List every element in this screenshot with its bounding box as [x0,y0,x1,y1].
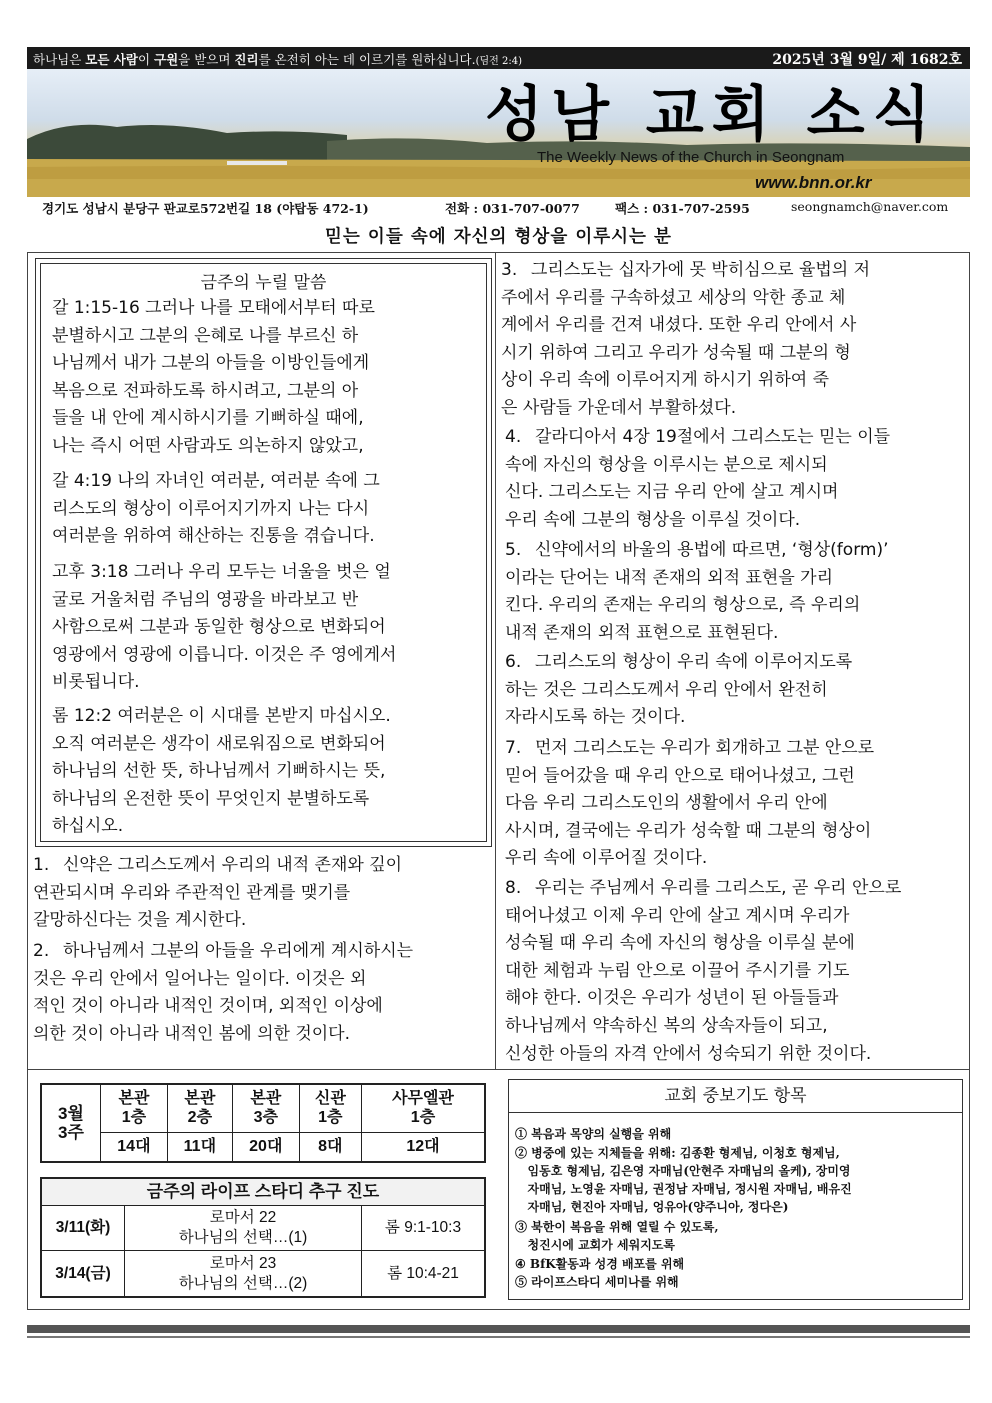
motto-text: 하나님은 모든 사람이 구원을 받으며 진리를 온전히 아는 데 이르기를 원하십니다.(딤전 2:4) [33,52,523,67]
fax: 팩스 : 031-707-2595 [615,201,750,216]
prayer-line: ⑤ 라이프스타디 세미나를 위해 [515,1275,679,1289]
study-date: 3/14(금) [41,1251,125,1297]
verse-item: 갈 4:19 나의 자녀인 여러분, 여러분 속에 그 리스도의 형상이 이루어지기까지 나는 다시 여러분을 위하여 해산하는 진통을 겪습니다. [52,471,380,547]
header-banner [27,69,970,197]
prayer-line: 임동호 형제님, 김은영 자매님(안현주 자매님의 올케), 장미영 [515,1164,851,1178]
phone: 전화 : 031-707-0077 [445,201,580,216]
footer-rule [27,1325,970,1333]
hall-name-cell: 본관 2층 [167,1084,232,1132]
hall-name-cell: 본관 3층 [232,1084,299,1132]
prayer-title: 교회 중보기도 항목 [508,1079,963,1113]
verse-item: 고후 3:18 그러나 우리 모두는 너울을 벗은 얼 굴로 거울처럼 주님의 영광을 바라보고 반 사함으로써 그분과 동일한 형상으로 변화되어 영광에서 영광에 이릅니다. 이것은 주 영에게서 비롯됩니다. [52,562,397,693]
footer-rule-thin [27,1336,970,1338]
hall-name-cell: 신관 1층 [299,1084,361,1132]
website-link[interactable]: www.bnn.or.kr [755,173,872,192]
study-topic: 로마서 22 하나님의 선택…(1) [125,1206,362,1251]
prayer-line: ② 병중에 있는 지체들을 위해: 김종환 형제님, 이청호 형제님, [515,1146,840,1160]
point-item: 5. 신약에서의 바울의 용법에 따르면, ‘형상(form)’ 이라는 단어는 내적 존재의 외적 표현을 가리 킨다. 우리의 존재는 우리의 형상으로, 즉 우리의 내적 존재의 외적 표현으로 표현된다. [505,540,889,643]
verse-item: 롬 12:2 여러분은 이 시대를 본받지 마십시오. 오직 여러분은 생각이 새로워짐으로 변화되어 하나님의 선한 뜻, 하나님께서 기뻐하시는 뜻, 하나님의 온전한 뜻이 무엇인지 분별하도록 하십시오. [52,706,391,837]
newsletter-title: 성남 교회 소식 [485,80,939,150]
contact-row [27,199,970,217]
study-title: 금주의 라이프 스타디 추구 진도 [41,1178,485,1206]
week-cell: 3월 3주 [41,1084,101,1162]
point-item: 1. 신약은 그리스도께서 우리의 내적 존재와 깊이 연관되시며 우리와 주관적인 관계를 맺기를 갈망하신다는 것을 계시한다. [33,855,403,931]
email[interactable]: seongnamch@naver.com [791,199,949,214]
newsletter-subtitle: The Weekly News of the Church in Seongnam [537,149,845,166]
study-table [40,1177,486,1298]
hall-count-cell: 11대 [167,1132,232,1162]
study-topic: 로마서 23 하나님의 선택…(2) [125,1251,362,1297]
study-range: 롬 9:1-10:3 [362,1206,486,1251]
hall-count-cell: 14대 [101,1132,168,1162]
hall-name-cell: 본관 1층 [101,1084,168,1132]
address: 경기도 성남시 분당구 판교로572번길 18 (야탑동 472-1) [42,201,369,216]
point-item: 2. 하나님께서 그분의 아들을 우리에게 계시하시는 것은 우리 안에서 일어나는 일이다. 이것은 외 적인 것이 아니라 내적인 것이며, 외적인 이상에 의한 것이 아니라 내적인 봄에 의한 것이다. [33,941,414,1044]
hall-count-cell: 8대 [299,1132,361,1162]
prayer-line: ④ BfK활동과 성경 배포를 위해 [515,1257,685,1271]
prayer-line: ① 복음과 목양의 실행을 위해 [515,1127,672,1141]
prayer-line: 자매님, 노영윤 자매님, 권정남 자매님, 정시원 자매님, 배유진 [515,1182,852,1196]
point-item: 3. 그리스도는 십자가에 못 박히심으로 율법의 저 주에서 우리를 구속하셨고 세상의 악한 종교 체 계에서 우리를 건져 내셨다. 또한 우리 안에서 사 시기 위하여 그리고 우리가 성숙될 때 그분의 형 상이 우리 속에 이루어지게 하시기 위하여 죽 은 사람들 가운데서 부활하셨다. [501,260,871,418]
hall-count-cell: 20대 [232,1132,299,1162]
attendance-table [40,1083,486,1163]
study-range: 롬 10:4-21 [362,1251,486,1297]
point-item: 7. 먼저 그리스도는 우리가 회개하고 그분 안으로 믿어 들어갔을 때 우리 안으로 태어나셨고, 그런 다음 우리 그리스도인의 생활에서 우리 안에 사시며, 결국에는 우리가 성숙할 때 그분의 형상이 우리 속에 이루어질 것이다. [505,738,875,869]
study-date: 3/11(화) [41,1206,125,1251]
point-item: 4. 갈라디아서 4장 19절에서 그리스도는 믿는 이들 속에 자신의 형상을 이루시는 분으로 제시되 신다. 그리스도는 지금 우리 안에 살고 계시며 우리 속에 그분의 형상을 이루실 것이다. [505,427,891,530]
verse-item: 갈 1:15-16 그러나 나를 모태에서부터 따로 분별하시고 그분의 은혜로 나를 부르신 하 나님께서 내가 그분의 아들을 이방인들에게 복음으로 전파하도록 하시려고, 그분의 아 들을 내 안에 계시하시기를 기뻐하실 때에, 나는 즉시 어떤 사람과도 의논하지 않았고, [52,298,375,456]
section-divider [27,1069,970,1070]
prayer-line: 청진시에 교회가 세워지도록 [515,1238,675,1252]
prayer-line: 자매님, 현진아 자매님, 엉유아(양주니아, 정다은) [515,1200,789,1214]
verse-box-title: 금주의 누릴 말씀 [200,273,327,293]
point-item: 6. 그리스도의 형상이 우리 속에 이루어지도록 하는 것은 그리스도께서 우리 안에서 완전히 자라시도록 하는 것이다. [505,652,853,728]
motto-bar [27,47,970,69]
headline: 믿는 이들 속에 자신의 형상을 이루시는 분 [325,227,672,247]
hall-name-cell: 사무엘관 1층 [361,1084,485,1132]
issue-number: 2025년 3월 9일/ 제 1682호 [772,52,962,68]
hall-count-cell: 12대 [361,1132,485,1162]
prayer-line: ③ 북한이 복음을 위해 열릴 수 있도록, [515,1220,719,1234]
point-item: 8. 우리는 주님께서 우리를 그리스도, 곧 우리 안으로 태어나셨고 이제 우리 안에 살고 계시며 우리가 성숙될 때 우리 속에 자신의 형상을 이루실 분에 대한 체험과 누림 안으로 이끌어 주시기를 기도 해야 한다. 이것은 우리가 성년이 된 아들들과 하나님께서 약속하신 복의 상속자들이 되고, 신성한 아들의 자격 안에서 성숙되기 위한 것이다. [505,878,902,1064]
